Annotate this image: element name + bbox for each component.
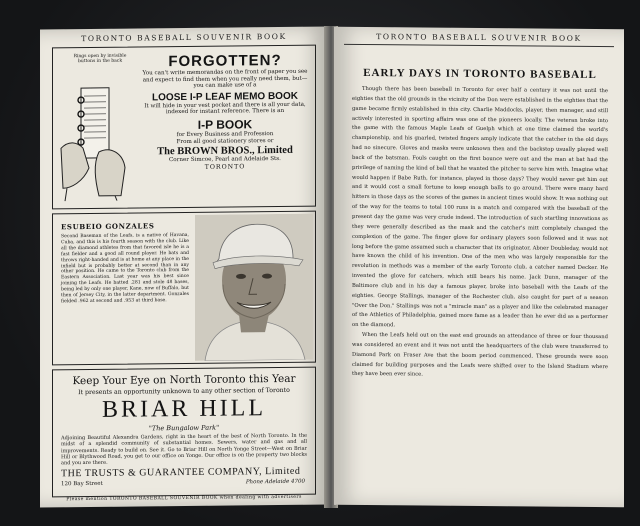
briar-hill-name: BRIAR HILL (102, 395, 266, 423)
open-booklet (28, 28, 626, 508)
player-profile (52, 211, 316, 366)
brown-bros-city: TORONTO (204, 163, 246, 171)
article-paragraph-1: Though there has been baseball in Toronto for over half a century it was not until the eighties that the old grounds in the vicinity of the Don were established in the eighties that the game became firmly established in this city. Charlie Maddocks, player, then manager, and still actively interested in sporting affairs was one of the pioneers locally. The veteran broke into the game with the famous Maple Leafs of Guelph which at one time claimed the world's championship, and his gnarled, twisted fingers amply indicate that the catcher in the old days had no sinecure. Gloves and masks were unknown then and the backstop usually played well back of the batsman. Fouls caught on the first bounce were out and the man at bat had the privilege of naming the kind of ball that he wanted the pitcher to serve him with. Imagine what would happen if Babe Ruth, for instance, played in those days? They would never get him out and it would cost a small fortune to keep enough balls to go around. There were many hard hitters in those days as the scores of the games in ancient times would show. It was nothing out of the way for the teams to total 100 runs in a match and compared with the baseball of the present day the game was very crude indeed. The introduction of such startling innovations as they were generally described as the mask and the catcher's mitt completely changed the complexion of the game. The finger glove for ordinary players soon followed and it was not long before the game assumed such a character that its originator, Abner Doubleday, would not have known the child of his invention. One of the men who was largely responsible for the revolution in methods was a member of the early Toronto club, a catcher named Decker. He invented the glove for catchers, which still bears his name. Jack Dunn, manager of the Baltimore club and in his day a famous player, broke into baseball with the Leafs of the eighties. George Stallings, manager of the Rochester club, also caught for part of a season "Over the Don." Stallings was not a "miracle man" as a player and like the celebrated manager of the Athletics of Philadelphia, gained more fame as a leader than he ever did as a performer on the diamond. (352, 85, 608, 329)
brown-bros-name: The BROWN BROS., Limited (157, 145, 293, 158)
briar-body: Adjoining Beautiful Alexandra Gardens, right in the heart of the best of North Toronto. In the midst of a splendid community of substantial homes. Sewers, water and gas and all improvements. Ready to build on. See it. Go to Briar Hill on North Yonge Street—West on Briar Hill or Blythwood Road, you get to our office on Yonge. Our office is on the property two blocks and you are there. (61, 432, 307, 467)
left-running-head: TORONTO BASEBALL SOUVENIR BOOK (81, 31, 287, 44)
trusts-address: 120 Bay Street (61, 480, 103, 488)
forgotten-headline: FORGOTTEN? (168, 51, 282, 71)
memo-ad-text (139, 52, 311, 172)
briar-subtitle: "The Bungalow Park" (148, 423, 220, 433)
memo-intro: You can't write memorandas on the front of paper you see and expect to find them when you really need them, but—you can make use of a (142, 68, 308, 90)
trusts-company: THE TRUSTS & GUARANTEE COMPANY, Limited (61, 465, 301, 480)
briar-presents: It presents an opportunity unknown to any other section of Toronto (78, 386, 290, 397)
trusts-phone: Phone Adelaide 4700 (245, 478, 305, 486)
right-page (334, 27, 624, 508)
brown-bros-address: Corner Simcoe, Pearl and Adelaide Sts. (169, 156, 281, 164)
player-photo (195, 214, 313, 361)
memo-description: It will hide in your vest pocket and there is all your data, indexed for instant reference. There is an (144, 101, 306, 116)
header-rule (344, 44, 614, 47)
advertiser-footnote: Please mention TORONTO BASEBALL SOUVENIR BOOK when dealing with advertisers (66, 494, 302, 503)
article (352, 55, 608, 383)
briar-hill-ad (52, 367, 316, 498)
ip-book-name: I-P BOOK (197, 117, 253, 132)
memo-book-ad (52, 45, 316, 210)
article-paragraph-2: When the Leafs held out on the east end grounds an attendance of three or four thousand was considered an event and it was not until the headquarters of the club were transferred to Diamond Park on Fraser Ave that the boom period commenced. These grounds were soon claimed for building purposes and the Leafs were shifted over to the Island Stadium where they have been ever since. (352, 332, 608, 378)
left-page (40, 26, 328, 507)
ip-book-tagline: for Every Business and Profession (176, 131, 274, 139)
memo-product-line: LOOSE I-P LEAF MEMO BOOK (152, 90, 298, 104)
player-name: ESUBEIO GONZALES (61, 221, 155, 232)
memo-book-hands-illustration (59, 53, 131, 202)
article-title: EARLY DAYS IN TORONTO BASEBALL (363, 66, 597, 82)
illustration-caption: Rings open by invisible buttons in the back (73, 53, 127, 65)
right-running-head: TORONTO BASEBALL SOUVENIR BOOK (376, 32, 582, 43)
stationer-line: From all good stationery stores or (176, 137, 274, 145)
briar-headline: Keep Your Eye on North Toronto this Year (72, 372, 296, 388)
player-bio: Second Baseman of the Leafs, is a native of Havana, Cuba, and this is his fourth season with the club. Like all the diamond athletes from that favored isle he is a fast fielder and a good all round player. He bats and throws right-handed and is at home at any place in the infield but is probably better at second than in any other position. He came to the Toronto club from the Eastern Association. Last year was his best since joining the Leafs. He batted .281 and stole 48 bases, being led by only one player, Kane, now of Buffalo, but then of Jersey City, in the latter department. Gonzales fielded .962 at second and .953 at third base. (61, 232, 189, 305)
